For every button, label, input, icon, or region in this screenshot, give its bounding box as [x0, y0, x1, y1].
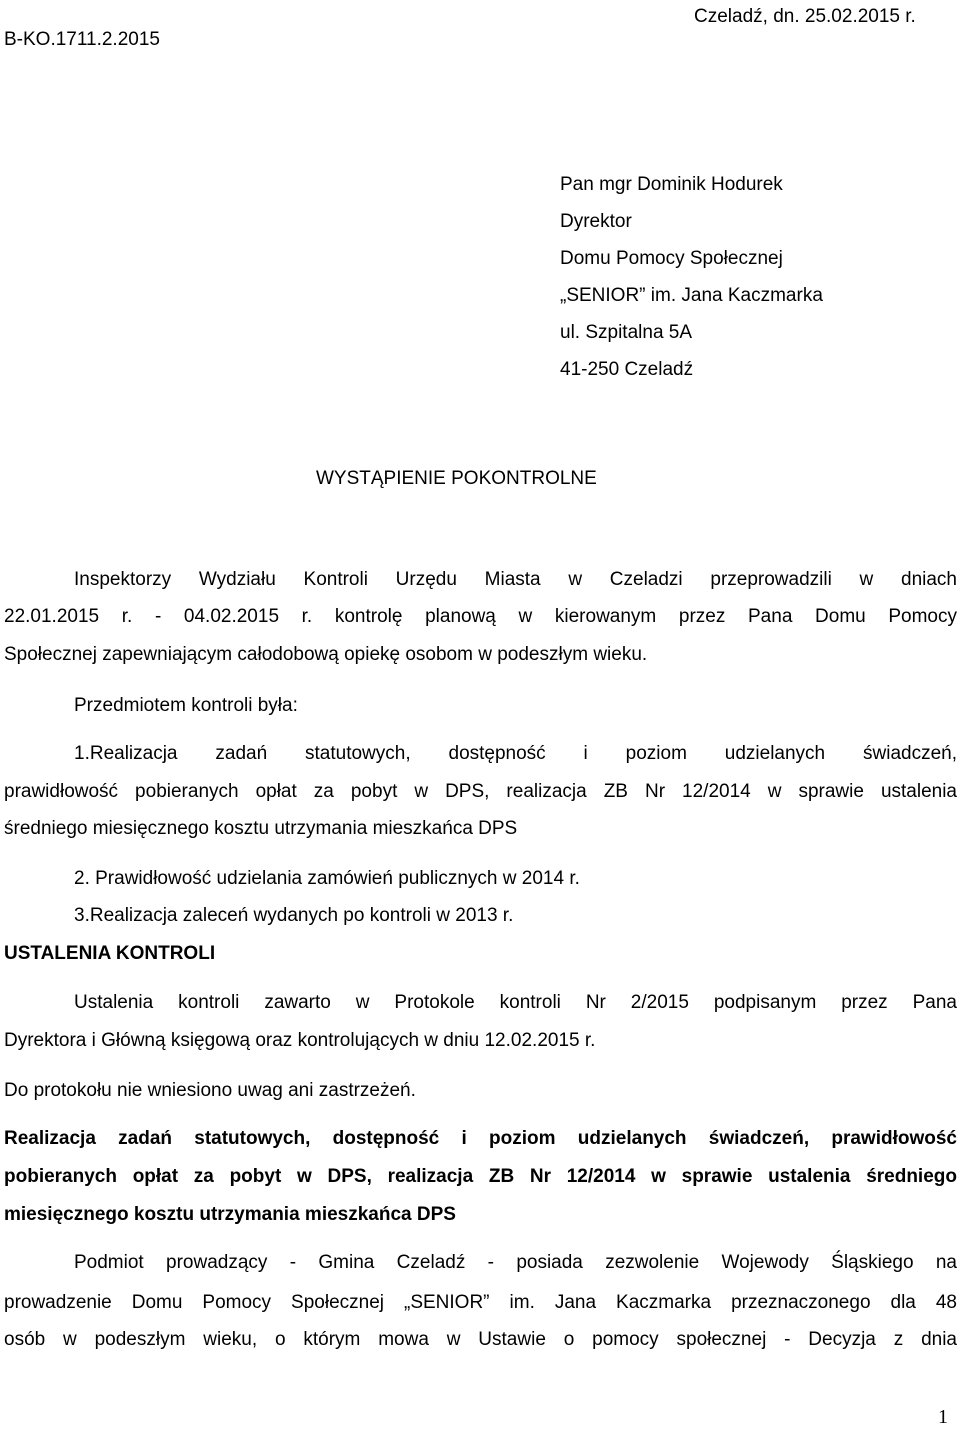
- section-heading-line-1: Realizacja zadań statutowych, dostępność i poziom udzielanych świadczeń, prawidłowość: [4, 1128, 957, 1149]
- intro-line-2: 22.01.2015 r. - 04.02.2015 r. kontrolę planową w kierowanym przez Pana Domu Pomocy: [4, 606, 957, 627]
- item-2: 2. Prawidłowość udzielania zamówień publicznych w 2014 r.: [74, 868, 580, 889]
- findings-line-3: Do protokołu nie wniesiono uwag ani zastrzeżeń.: [4, 1080, 416, 1101]
- document-title: WYSTĄPIENIE POKONTROLNE: [316, 468, 597, 489]
- item-3: 3.Realizacja zaleceń wydanych po kontroli w 2013 r.: [74, 905, 514, 926]
- place-and-date: Czeladź, dn. 25.02.2015 r.: [694, 6, 916, 27]
- body-line-3: osób w podeszłym wieku, o którym mowa w Ustawie o pomocy społecznej - Decyzja z dnia: [4, 1329, 957, 1350]
- section-heading-line-2: pobieranych opłat za pobyt w DPS, realizacja ZB Nr 12/2014 w sprawie ustalenia średniego: [4, 1166, 957, 1187]
- item-1-line-3: średniego miesięcznego kosztu utrzymania mieszkańca DPS: [4, 818, 518, 839]
- addressee-institution-name: „SENIOR” im. Jana Kaczmarka: [560, 285, 823, 306]
- document-reference: B-KO.1711.2.2015: [4, 29, 160, 50]
- page-number: 1: [938, 1406, 948, 1428]
- addressee-name: Pan mgr Dominik Hodurek: [560, 174, 783, 195]
- subject-label: Przedmiotem kontroli była:: [74, 695, 298, 716]
- addressee-position: Dyrektor: [560, 211, 632, 232]
- addressee-street: ul. Szpitalna 5A: [560, 322, 693, 343]
- addressee-institution: Domu Pomocy Społecznej: [560, 248, 783, 269]
- intro-line-1: Inspektorzy Wydziału Kontroli Urzędu Miasta w Czeladzi przeprowadzili w dniach: [74, 569, 957, 590]
- intro-line-3: Społecznej zapewniającym całodobową opiekę osobom w podeszłym wieku.: [4, 644, 648, 665]
- item-1-line-2: prawidłowość pobieranych opłat za pobyt w DPS, realizacja ZB Nr 12/2014 w sprawie ustalenia: [4, 781, 957, 802]
- body-line-2: prowadzenie Domu Pomocy Społecznej „SENIOR” im. Jana Kaczmarka przeznaczonego dla 48: [4, 1292, 957, 1313]
- addressee-city: 41-250 Czeladź: [560, 359, 694, 380]
- findings-line-1: Ustalenia kontroli zawarto w Protokole kontroli Nr 2/2015 podpisanym przez Pana: [74, 992, 957, 1013]
- item-1-line-1: 1.Realizacja zadań statutowych, dostępność i poziom udzielanych świadczeń,: [74, 743, 957, 764]
- findings-line-2: Dyrektora i Główną księgową oraz kontrolujących w dniu 12.02.2015 r.: [4, 1030, 596, 1051]
- section-heading-line-3: miesięcznego kosztu utrzymania mieszkańca DPS: [4, 1204, 456, 1225]
- body-line-1: Podmiot prowadzący - Gmina Czeladź - posiada zezwolenie Wojewody Śląskiego na: [74, 1252, 957, 1273]
- findings-heading: USTALENIA KONTROLI: [4, 943, 216, 964]
